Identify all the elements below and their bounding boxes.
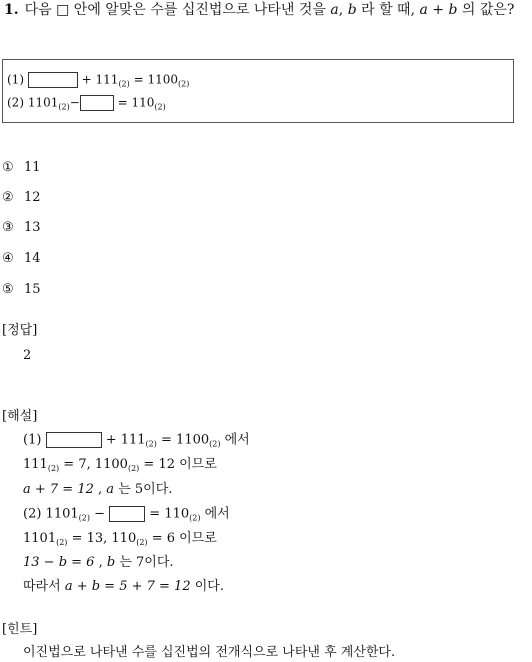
choice-2[interactable] (2, 190, 41, 206)
answer-label: [정답] (2, 323, 38, 338)
var-a: a (330, 2, 339, 18)
choice-1[interactable] (2, 160, 41, 176)
exp1-sub1: (2) (145, 439, 157, 449)
blank-box-exp-2 (109, 506, 145, 522)
blank-box-1 (28, 72, 78, 88)
question-text-part1: 다음 □ 안에 알맞은 수를 십진법으로 나타낸 것을 (24, 2, 331, 18)
exp3-var: a (106, 482, 115, 497)
exp5-c: = 6 이므로 (147, 531, 217, 546)
choice-1-mark: ① (2, 160, 14, 175)
problem-2-label: (2) 1101 (7, 95, 59, 110)
exp5-sub2: (2) (136, 538, 148, 547)
exp2-c: = 12 이므로 (139, 457, 217, 472)
question-text-part2: 라 할 때, (356, 2, 420, 18)
exp1-label: (1) (23, 432, 42, 448)
exp1-eq: = 1100 (156, 432, 210, 448)
exp6-var: b (106, 555, 116, 570)
expr-a-plus-b: a + b (419, 2, 458, 18)
choice-2-value: 12 (24, 190, 41, 205)
exp4-minus: − (89, 506, 110, 522)
choice-4[interactable] (2, 251, 41, 267)
problem-1-sub1: (2) (118, 79, 130, 89)
choice-3[interactable] (2, 220, 41, 236)
exp2-b: = 7, 1100 (59, 457, 128, 472)
exp6-expr: 13 − b = 6 (23, 555, 95, 570)
choice-1-value: 11 (24, 160, 41, 175)
blank-box-2 (80, 95, 114, 111)
choice-5[interactable] (2, 282, 41, 298)
problem-1-sub2: (2) (178, 79, 190, 89)
explanation-line-6 (23, 555, 174, 571)
problem-2-eq: = 110 (113, 95, 155, 110)
problem-line-2 (7, 95, 166, 113)
exp7-head: 따라서 (23, 579, 65, 594)
question-number: 1. (4, 2, 19, 18)
problem-2-sub1: (2) (58, 102, 70, 112)
exp4-tail: 에서 (200, 506, 230, 522)
exp4-sub1: (2) (78, 513, 90, 523)
explanation-line-4 (23, 506, 230, 524)
var-b: b (347, 2, 357, 18)
choice-5-mark: ⑤ (2, 282, 14, 297)
problem-line-1 (7, 72, 189, 90)
exp4-sub2: (2) (189, 513, 201, 523)
exp6-tail: 는 7이다. (115, 555, 174, 570)
answer-value: 2 (23, 348, 32, 363)
exp5-a: 1101 (23, 531, 57, 546)
exp3-mid: , (93, 482, 107, 497)
exp3-expr: a + 7 = 12 (23, 482, 94, 497)
exp7-expr: a + b = 5 + 7 = 12 (64, 579, 191, 594)
exp3-tail: 는 5이다. (114, 482, 173, 497)
exp4-label: (2) 1101 (23, 506, 79, 522)
exp6-mid: , (94, 555, 107, 570)
choice-3-value: 13 (24, 220, 41, 235)
explanation-line-3 (23, 482, 172, 498)
blank-box-exp-1 (46, 432, 102, 448)
question-text (4, 0, 528, 21)
explanation-label: [해설] (2, 409, 38, 424)
exp5-sub1: (2) (56, 538, 68, 547)
comma: , (338, 2, 348, 18)
exp2-a: 111 (23, 457, 48, 472)
question-text-part3: 의 값은? (457, 2, 515, 18)
choice-5-value: 15 (24, 282, 41, 297)
problem-box (2, 59, 514, 123)
explanation-line-2 (23, 457, 217, 474)
exp4-eq: = 110 (145, 506, 190, 522)
exp1-sub2: (2) (209, 439, 221, 449)
exp7-tail: 이다. (190, 579, 224, 594)
choice-2-mark: ② (2, 190, 14, 205)
explanation-line-1 (23, 432, 250, 450)
problem-1-rest: + 111 (81, 72, 119, 87)
exp2-sub2: (2) (127, 464, 140, 473)
hint-label: [힌트] (2, 622, 38, 637)
exp5-b: = 13, 110 (67, 531, 137, 546)
problem-1-label: (1) (7, 72, 24, 87)
choice-4-value: 14 (24, 251, 41, 266)
exp1-tail: 에서 (220, 432, 250, 448)
choice-3-mark: ③ (2, 220, 14, 235)
choice-4-mark: ④ (2, 251, 14, 266)
explanation-line-7 (23, 579, 224, 595)
hint-text: 이진법으로 나타낸 수를 십진법의 전개식으로 나타낸 후 계산한다. (23, 645, 396, 660)
explanation-line-5 (23, 531, 217, 548)
problem-1-eq: = 1100 (129, 72, 179, 87)
problem-2-minus: − (69, 95, 80, 110)
exp2-sub1: (2) (47, 464, 60, 473)
exp1-rest: + 111 (101, 432, 146, 448)
problem-2-sub2: (2) (154, 102, 166, 112)
